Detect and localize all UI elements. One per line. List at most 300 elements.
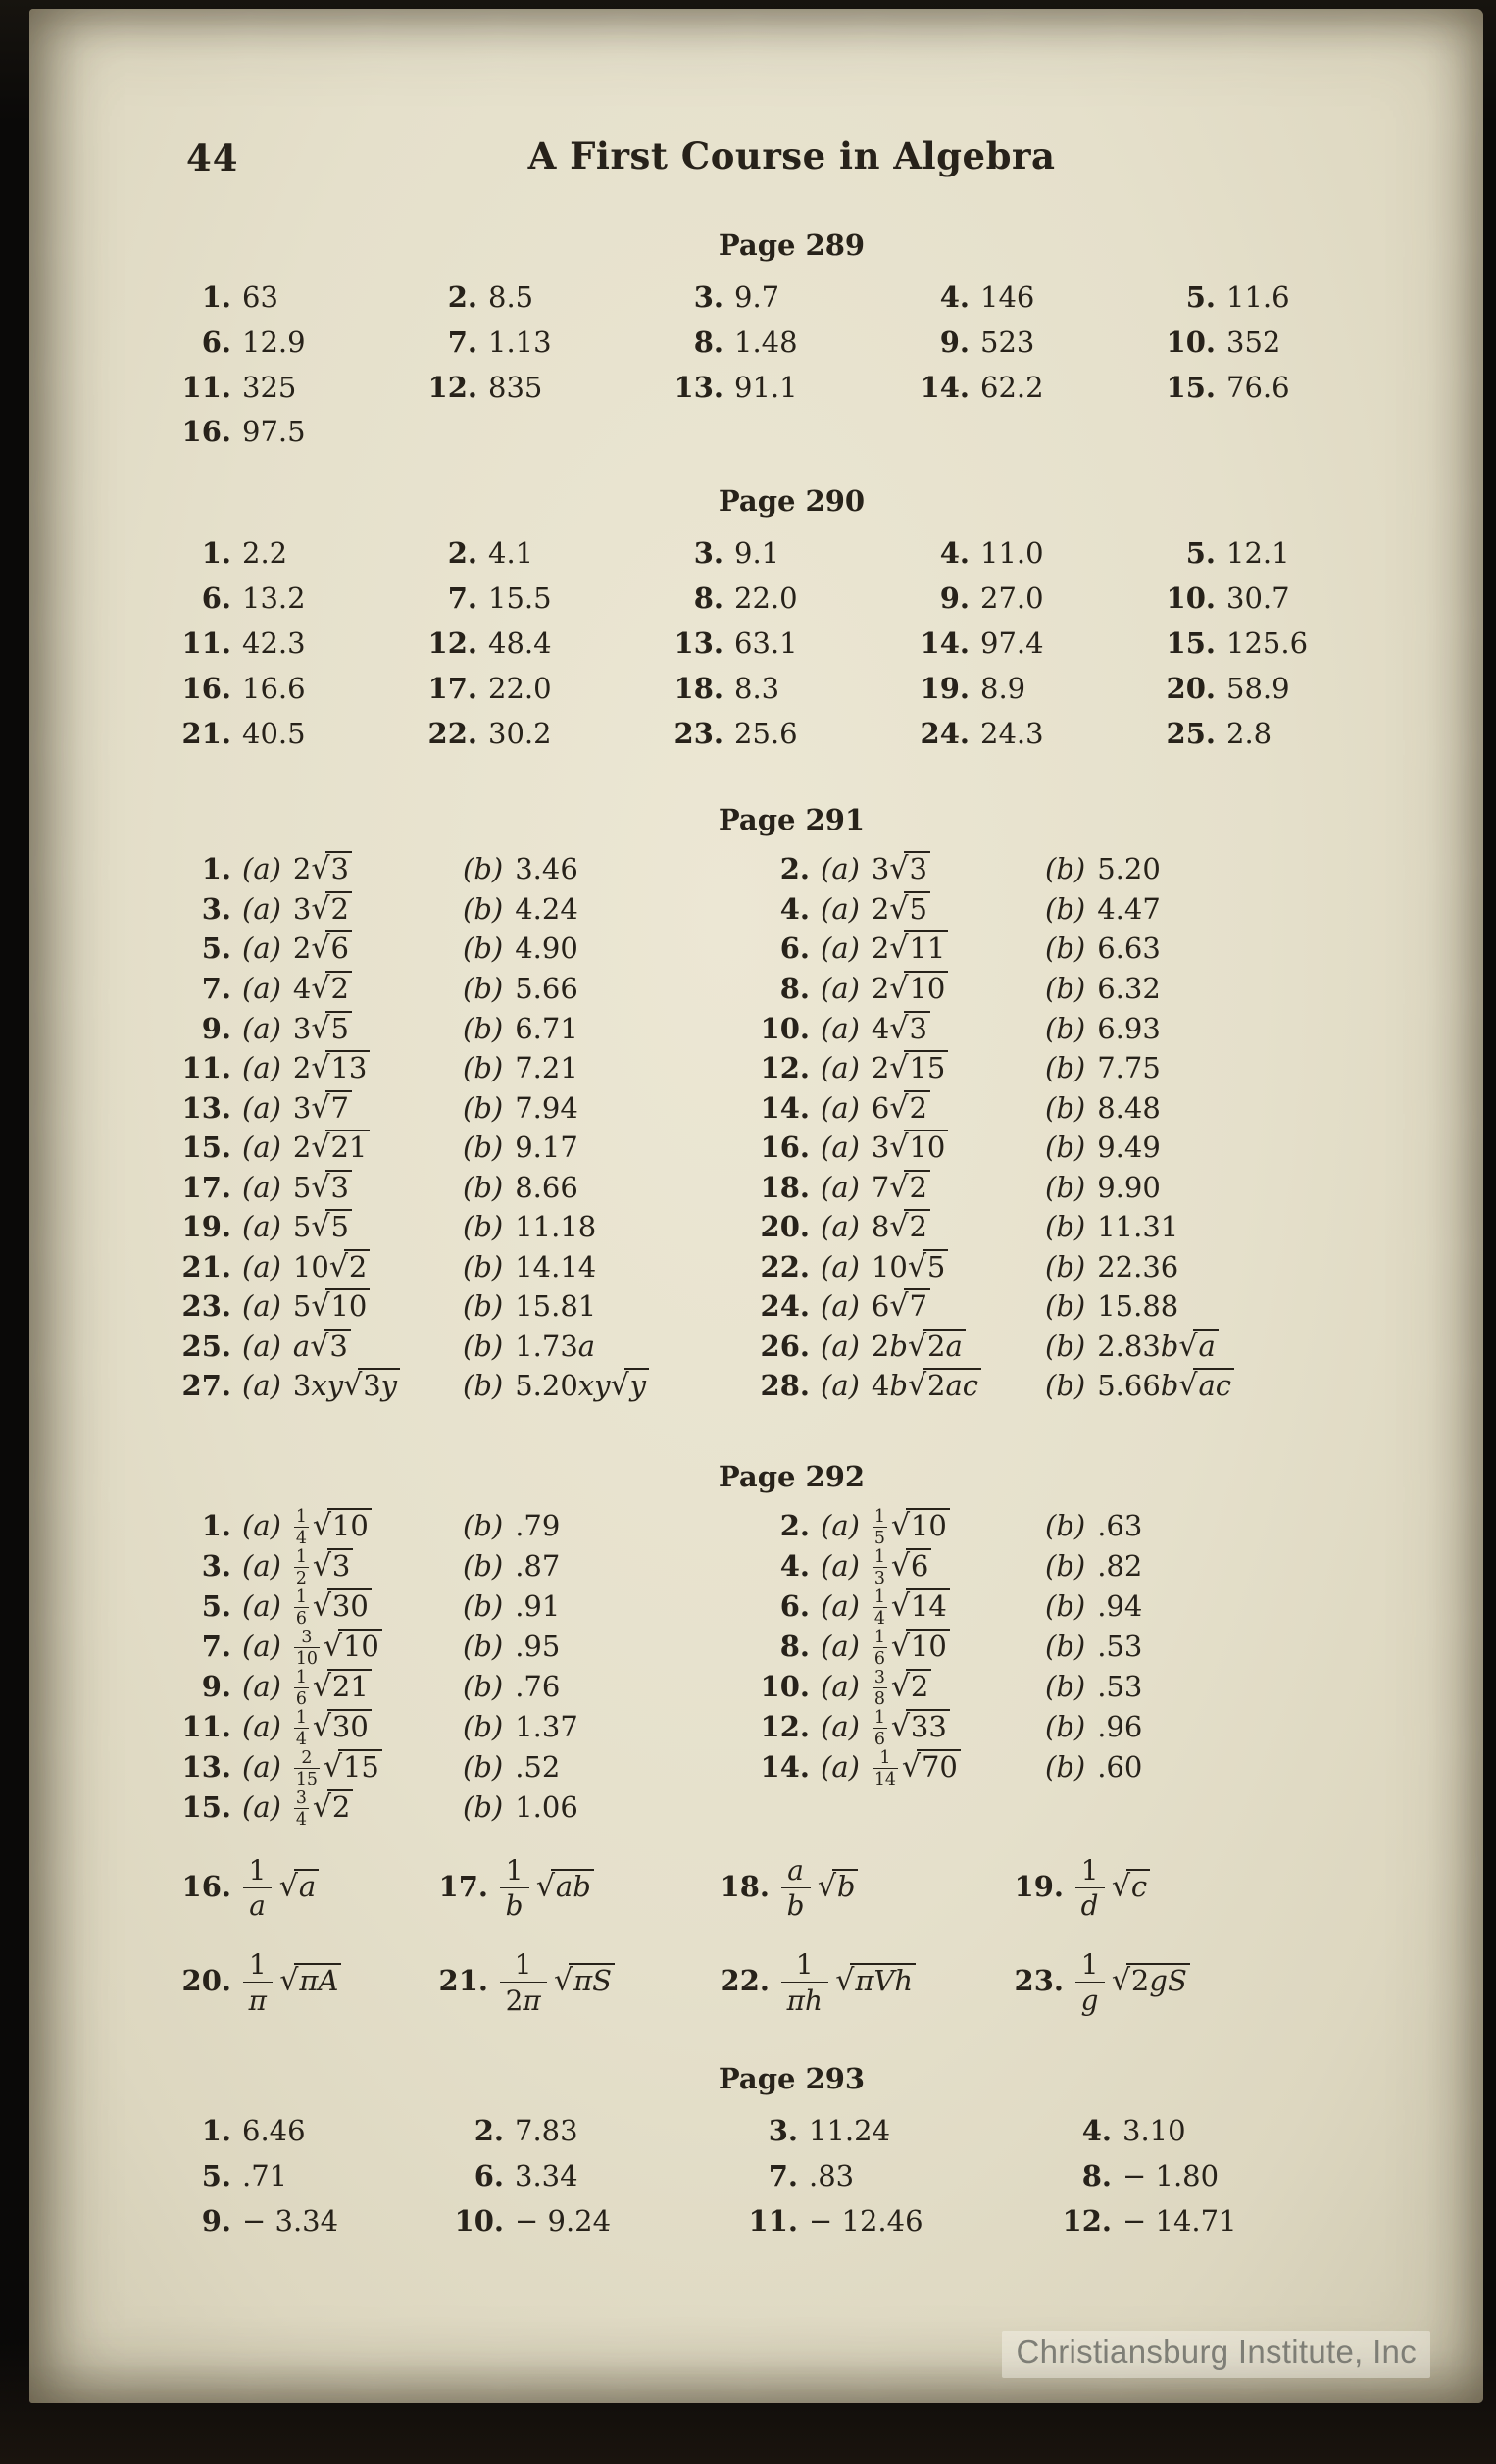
- part-label-a: (a): [242, 1749, 281, 1784]
- item-number: 10.: [1166, 581, 1216, 616]
- expression: [1074, 1947, 1190, 2017]
- radical-sign: √: [312, 1588, 332, 1624]
- answer-item-a: [755, 1049, 1045, 1089]
- math-text: .87: [515, 1548, 561, 1583]
- expression: [872, 1747, 961, 1789]
- answer-item-a: [755, 1129, 1045, 1169]
- radical: [1178, 1369, 1234, 1402]
- part-label-a: (a): [821, 1669, 860, 1703]
- section-page-289: [176, 228, 1407, 455]
- item-number: 3.: [693, 280, 723, 314]
- item-value: 11.6: [1226, 280, 1290, 314]
- radical: [889, 892, 929, 926]
- part-label-b: (b): [1045, 1170, 1086, 1204]
- item-number: 12.: [427, 370, 477, 404]
- radical: [889, 972, 948, 1005]
- expression: [872, 972, 948, 1005]
- answer-item-b: [463, 1668, 755, 1708]
- part-label-b: (b): [463, 1588, 504, 1623]
- item-value: − 9.24: [515, 2203, 612, 2238]
- item-value: 27.0: [980, 581, 1044, 616]
- part-label-a: (a): [242, 1011, 281, 1045]
- numerator: 1: [248, 1947, 267, 1981]
- radicand: 70: [917, 1749, 961, 1783]
- item-value: 125.6: [1226, 626, 1309, 660]
- radical: [891, 1630, 950, 1663]
- radical-sign: √: [907, 1368, 927, 1403]
- radicand: ac: [1193, 1368, 1234, 1401]
- fraction: [294, 1588, 309, 1628]
- item-number: 10.: [454, 2203, 504, 2238]
- expression: [1097, 1670, 1142, 1703]
- math-text: 5.20xy: [515, 1369, 611, 1403]
- item-value: 76.6: [1226, 370, 1290, 404]
- answer-grid: [176, 1853, 1407, 2017]
- item-number: 3.: [201, 891, 231, 926]
- part-label-a: (a): [821, 1329, 860, 1363]
- item-number: 8.: [693, 581, 723, 616]
- answer-grid: [176, 850, 1407, 1407]
- answer-item: [915, 622, 1161, 667]
- answer-item-a: [176, 1587, 463, 1628]
- item-number: 1.: [201, 536, 231, 571]
- part-label-b: (b): [1045, 1629, 1086, 1663]
- answer-item: [176, 2154, 449, 2199]
- item-number: 25.: [1166, 716, 1216, 750]
- math-text: 6: [871, 1090, 890, 1125]
- answer-item-a: [755, 1587, 1045, 1628]
- math-text: 5: [292, 1289, 312, 1324]
- answer-item: [915, 276, 1161, 321]
- math-text: .91: [515, 1588, 561, 1623]
- radical-sign: √: [311, 1288, 330, 1324]
- radical-sign: √: [328, 1249, 349, 1284]
- math-text: 1.37: [515, 1709, 578, 1743]
- item-number: 24.: [920, 716, 970, 750]
- expression: [515, 1670, 560, 1703]
- radical-sign: √: [890, 1548, 911, 1584]
- denominator: 6: [873, 1728, 887, 1748]
- section-heading: Page 292: [718, 1459, 866, 1493]
- math-text: 9.17: [515, 1131, 578, 1165]
- numerator: 1: [295, 1707, 307, 1728]
- answer-item-b: [463, 970, 755, 1010]
- expression: [293, 1210, 352, 1243]
- radicand: 3: [904, 851, 930, 884]
- radical-sign: √: [311, 1050, 330, 1085]
- answer-item-a: [176, 1507, 463, 1547]
- radical-sign: √: [311, 1090, 330, 1126]
- part-label-b: (b): [1045, 1588, 1086, 1623]
- expression: [1097, 852, 1161, 885]
- fraction: [294, 1709, 309, 1748]
- expression: [515, 1091, 578, 1125]
- expression: [1074, 1853, 1150, 1923]
- denominator: a: [243, 1887, 273, 1921]
- answer-item: [176, 2199, 449, 2244]
- radical: [908, 1369, 981, 1402]
- expression: [515, 1131, 578, 1164]
- answer-item-a: [755, 1708, 1045, 1748]
- radical: [891, 1670, 931, 1703]
- item-value: 16.6: [242, 671, 306, 705]
- numerator: 1: [505, 1853, 524, 1886]
- answer-item-b: [463, 1248, 755, 1288]
- denominator: 10: [294, 1647, 320, 1668]
- item-number: 16.: [181, 671, 231, 705]
- item-value: 325: [242, 370, 297, 404]
- radicand: 7: [904, 1288, 930, 1322]
- part-label-a: (a): [242, 971, 281, 1005]
- answer-item: [176, 1947, 433, 2017]
- item-number: 11.: [181, 626, 231, 660]
- expression: [293, 1171, 352, 1204]
- part-label-b: (b): [1045, 1709, 1086, 1743]
- answer-item: [176, 1853, 433, 1923]
- answer-item-a: [755, 1287, 1045, 1328]
- part-label-a: (a): [821, 1588, 860, 1623]
- radicand: 10: [906, 1508, 950, 1541]
- part-label-b: (b): [1045, 1289, 1086, 1324]
- answer-item: [715, 1947, 1009, 2017]
- page-number: 44: [186, 136, 239, 179]
- math-text: 2: [292, 1131, 312, 1165]
- answer-item-a: [176, 1049, 463, 1089]
- answer-item: [669, 321, 915, 366]
- radical-sign: √: [889, 851, 909, 886]
- answer-item: [176, 276, 423, 321]
- numerator: 1: [873, 1627, 885, 1647]
- answer-item-b: [463, 1507, 755, 1547]
- fraction: [873, 1629, 887, 1668]
- answer-item: [176, 622, 423, 667]
- item-number: 18.: [760, 1170, 810, 1204]
- expression: [872, 931, 948, 965]
- answer-item: [423, 712, 669, 757]
- item-number: 17.: [427, 671, 477, 705]
- denominator: 2π: [500, 1982, 547, 2015]
- expression: [293, 1507, 372, 1548]
- radicand: a: [1193, 1329, 1218, 1362]
- item-number: 15.: [181, 1131, 231, 1165]
- numerator: 3: [295, 1787, 307, 1808]
- item-value: 62.2: [980, 370, 1044, 404]
- section-heading: Page 293: [718, 2062, 866, 2096]
- denominator: b: [781, 1887, 811, 1921]
- radical: [889, 1210, 929, 1243]
- answer-item: [743, 2154, 1057, 2199]
- expression: [515, 1051, 578, 1084]
- answer-item-a: [176, 1010, 463, 1050]
- math-text: .94: [1097, 1588, 1143, 1623]
- math-text: 11.31: [1097, 1210, 1179, 1244]
- math-text: 8: [871, 1210, 890, 1244]
- numerator: 1: [1080, 1947, 1099, 1981]
- item-number: 15.: [181, 1789, 231, 1824]
- part-label-a: (a): [242, 1508, 281, 1542]
- denominator: 2: [294, 1567, 309, 1587]
- answer-item: [449, 2154, 743, 2199]
- item-number: 10.: [760, 1669, 810, 1703]
- part-label-a: (a): [242, 1789, 281, 1824]
- part-label-b: (b): [1045, 1249, 1086, 1283]
- item-number: 16.: [181, 1869, 231, 1903]
- part-label-a: (a): [242, 1170, 281, 1204]
- item-number: 18.: [673, 671, 723, 705]
- item-value: 2.2: [242, 536, 288, 571]
- math-text: 2: [292, 852, 312, 886]
- radicand: 2ac: [923, 1368, 981, 1401]
- radical: [311, 1091, 351, 1125]
- section-page-293: [176, 2062, 1407, 2243]
- answer-item-a: [755, 1367, 1045, 1407]
- denominator: 4: [873, 1607, 887, 1628]
- expression: [515, 972, 578, 1005]
- radical-sign: √: [907, 1329, 927, 1364]
- denominator: b: [500, 1887, 529, 1921]
- answer-item: [915, 531, 1161, 577]
- answer-item-a: [176, 1628, 463, 1668]
- expression: [1097, 1091, 1161, 1125]
- answer-item: [423, 577, 669, 622]
- part-label-a: (a): [242, 1588, 281, 1623]
- radical: [889, 1012, 929, 1045]
- answer-item-a: [176, 1328, 463, 1368]
- answer-item-a: [176, 970, 463, 1010]
- item-number: 20.: [181, 1964, 231, 1997]
- expression: [872, 1369, 981, 1402]
- answer-item: [669, 366, 915, 411]
- answer-item-a: [755, 850, 1045, 890]
- expression: [515, 1012, 578, 1045]
- answer-item-a: [176, 1547, 463, 1587]
- fraction: [1075, 1947, 1105, 2017]
- radicand: 2: [904, 1170, 930, 1203]
- expression: [1097, 1012, 1161, 1045]
- math-text: 2.83b: [1097, 1329, 1179, 1363]
- item-number: 6.: [779, 931, 810, 966]
- math-text: 5: [292, 1170, 312, 1204]
- part-label-a: (a): [242, 1709, 281, 1743]
- expression: [242, 1853, 319, 1923]
- radicand: 3: [327, 1548, 354, 1582]
- fraction: [500, 1947, 547, 2017]
- math-text: .76: [515, 1669, 561, 1703]
- item-number: 1.: [201, 280, 231, 314]
- expression: [1097, 1509, 1142, 1542]
- fraction: [243, 1947, 274, 2017]
- expression: [515, 1171, 578, 1204]
- item-value: 58.9: [1226, 671, 1290, 705]
- sections: [176, 228, 1407, 2244]
- item-number: 9.: [939, 581, 970, 616]
- answer-item: [423, 667, 669, 712]
- radical: [889, 931, 948, 965]
- item-number: 26.: [760, 1329, 810, 1363]
- fraction: [500, 1853, 529, 1923]
- answer-item: [915, 321, 1161, 366]
- answer-item: [669, 276, 915, 321]
- item-value: 11.24: [809, 2114, 891, 2148]
- denominator: 6: [873, 1647, 887, 1668]
- math-text: .96: [1097, 1709, 1143, 1743]
- item-value: − 3.34: [242, 2203, 339, 2238]
- item-value: 22.0: [488, 671, 552, 705]
- part-label-b: (b): [1045, 931, 1086, 966]
- answer-item-b: [1045, 1129, 1407, 1169]
- part-label-b: (b): [1045, 1749, 1086, 1784]
- part-label-a: (a): [821, 1508, 860, 1542]
- expression: [515, 1250, 596, 1283]
- item-value: 4.1: [488, 536, 534, 571]
- math-text: 3xy: [292, 1369, 344, 1403]
- radical: [313, 1549, 353, 1583]
- numerator: 1: [248, 1853, 267, 1886]
- answer-item-b: [1045, 1328, 1407, 1368]
- item-number: 13.: [673, 626, 723, 660]
- radicand: ab: [551, 1869, 594, 1902]
- answer-item-b: [463, 1010, 755, 1050]
- answer-item-a: [755, 890, 1045, 930]
- item-number: 21.: [438, 1964, 488, 1997]
- radicand: 3: [325, 1170, 352, 1203]
- item-number: 8.: [693, 325, 723, 359]
- radicand: 6: [906, 1548, 932, 1582]
- fraction: [294, 1629, 320, 1668]
- expression: [872, 1131, 948, 1164]
- item-value: 8.5: [488, 280, 534, 314]
- numerator: 2: [301, 1747, 313, 1768]
- fraction: [873, 1709, 887, 1748]
- part-label-a: (a): [821, 852, 860, 886]
- fraction: [294, 1669, 309, 1708]
- math-text: 1.06: [515, 1789, 578, 1824]
- radical: [313, 1670, 372, 1703]
- item-value: 1.48: [734, 325, 798, 359]
- item-number: 3.: [768, 2114, 798, 2148]
- item-number: 17.: [438, 1869, 488, 1903]
- part-label-b: (b): [463, 1131, 504, 1165]
- denominator: 6: [294, 1607, 309, 1628]
- item-number: 27.: [181, 1369, 231, 1403]
- denominator: d: [1075, 1887, 1105, 1921]
- denominator: 4: [294, 1728, 309, 1748]
- part-label-b: (b): [463, 971, 504, 1005]
- answer-item-a: [755, 1668, 1045, 1708]
- math-text: .95: [515, 1629, 561, 1663]
- radicand: 5: [904, 891, 930, 925]
- denominator: 6: [294, 1687, 309, 1708]
- answer-item-b: [1045, 1010, 1407, 1050]
- item-number: 10.: [760, 1011, 810, 1045]
- answer-item: [715, 1853, 1009, 1923]
- math-text: 4.47: [1097, 891, 1161, 926]
- numerator: 1: [295, 1507, 307, 1527]
- radical: [891, 1589, 950, 1623]
- section-page-290: [176, 484, 1407, 756]
- part-label-a: (a): [242, 1289, 281, 1324]
- section-heading: Page 291: [718, 803, 866, 837]
- radical-sign: √: [889, 1050, 909, 1085]
- item-number: 7.: [768, 2158, 798, 2192]
- part-label-b: (b): [1045, 1051, 1086, 1085]
- numerator: 1: [873, 1546, 885, 1567]
- math-text: 9.49: [1097, 1131, 1161, 1165]
- radical: [611, 1369, 649, 1402]
- radicand: 21: [325, 1130, 370, 1163]
- answer-item-b: [1045, 1708, 1407, 1748]
- answer-item-a: [176, 1788, 463, 1829]
- radicand: 3: [324, 1329, 351, 1362]
- radical-sign: √: [1178, 1368, 1198, 1403]
- part-label-a: (a): [242, 1369, 281, 1403]
- radical: [908, 1250, 948, 1283]
- part-label-a: (a): [821, 1210, 860, 1244]
- radical: [902, 1750, 961, 1784]
- section-page-292-extra: [176, 1853, 1407, 2017]
- radicand: c: [1126, 1869, 1150, 1902]
- answer-item: [449, 2109, 743, 2154]
- expression: [515, 931, 578, 965]
- item-number: 7.: [201, 1629, 231, 1663]
- part-label-a: (a): [821, 1548, 860, 1583]
- radical: [818, 1870, 859, 1903]
- expression: [872, 1091, 930, 1125]
- math-text: 7.75: [1097, 1051, 1161, 1085]
- expression: [293, 1012, 352, 1045]
- radical: [311, 892, 351, 926]
- item-number: 23.: [1014, 1964, 1064, 1997]
- section-heading: Page 289: [718, 228, 866, 262]
- item-number: 4.: [779, 1548, 810, 1583]
- answer-item: [669, 712, 915, 757]
- expression: [1097, 1330, 1218, 1363]
- answer-item: [449, 2199, 743, 2244]
- denominator: 15: [294, 1768, 320, 1788]
- radicand: 10: [338, 1629, 382, 1662]
- part-label-a: (a): [242, 891, 281, 926]
- item-number: 4.: [939, 536, 970, 571]
- answer-item-a: [755, 970, 1045, 1010]
- item-number: 12.: [427, 626, 477, 660]
- denominator: 5: [873, 1527, 887, 1547]
- item-number: 9.: [939, 325, 970, 359]
- part-label-a: (a): [242, 1090, 281, 1125]
- radicand: 10: [906, 1629, 950, 1662]
- math-text: 10: [871, 1249, 908, 1283]
- answer-item-b: [463, 1748, 755, 1788]
- item-value: − 14.71: [1122, 2203, 1237, 2238]
- radicand: πVh: [850, 1963, 916, 1996]
- answer-item: [1161, 321, 1407, 366]
- answer-item-a: [755, 1208, 1045, 1248]
- math-text: 6.71: [515, 1011, 578, 1045]
- numerator: 1: [295, 1586, 307, 1607]
- answer-item: [176, 321, 423, 366]
- item-number: 11.: [181, 370, 231, 404]
- expression: [872, 1250, 948, 1283]
- radicand: 15: [338, 1749, 382, 1783]
- math-text: 5: [292, 1210, 312, 1244]
- radical-sign: √: [278, 1869, 298, 1904]
- answer-item-b: [1045, 1367, 1407, 1407]
- answer-item-a: [755, 1169, 1045, 1209]
- radical: [310, 1330, 350, 1363]
- item-number: 14.: [760, 1749, 810, 1784]
- item-value: 9.7: [734, 280, 780, 314]
- item-value: 15.5: [488, 581, 552, 616]
- answer-item-b: [463, 890, 755, 930]
